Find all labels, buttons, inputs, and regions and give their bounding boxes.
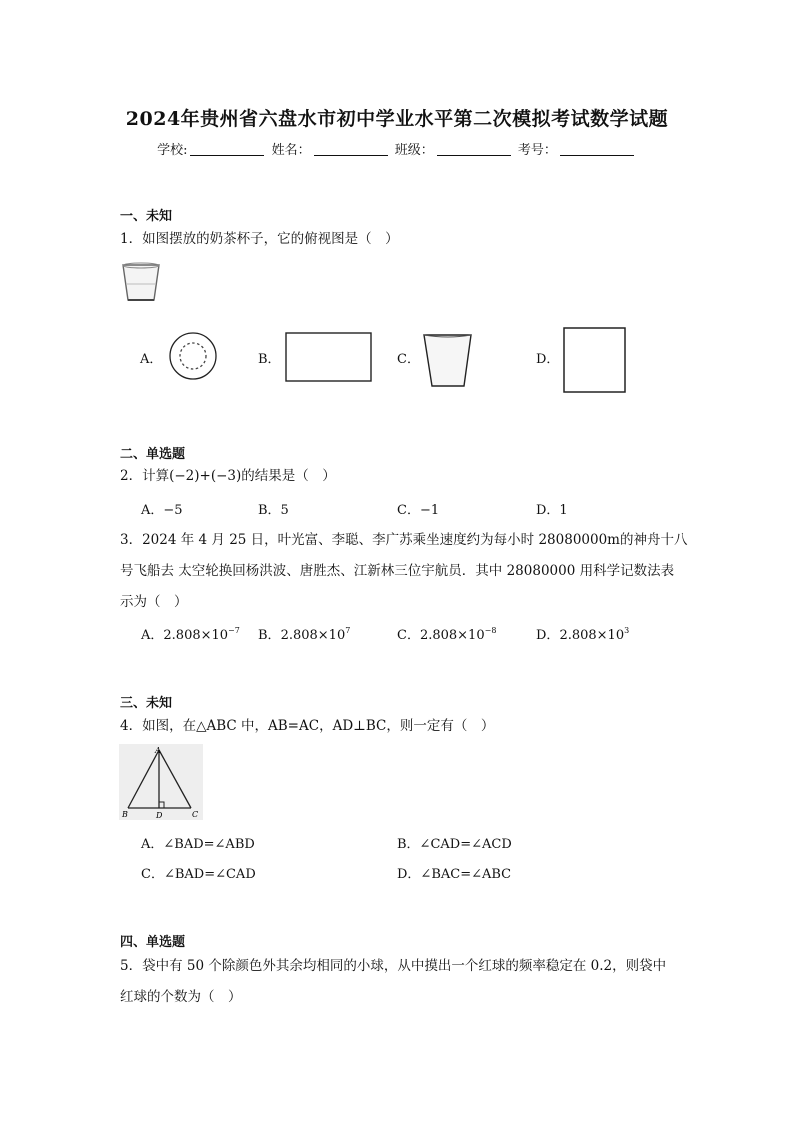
- question-2-stem: [120, 461, 680, 491]
- q4-option-b: B．∠CAD=∠ACD: [397, 837, 512, 852]
- q2-expression: (−2)+(−3): [169, 468, 242, 484]
- label-point-d: D: [156, 811, 163, 820]
- q4-option-d: D．∠BAC=∠ABC: [397, 867, 512, 882]
- student-info-line: [0, 139, 794, 158]
- section-heading: 四、单选题: [120, 935, 186, 950]
- question-5-line-1: 5．袋中有 50 个除颜色外其余均相同的小球，从中摸出一个红球的频率稳定在 0.2，则袋中: [120, 958, 667, 974]
- q3-option-c: [397, 624, 496, 643]
- label-vertex-c: C: [192, 810, 199, 819]
- page-title: 2024年贵州省六盘水市初中学业水平第二次模拟考试数学试题: [125, 108, 669, 130]
- q2-option-b: B．5: [258, 503, 289, 518]
- q3-option-b-base: 2.808×10: [280, 628, 346, 643]
- label-vertex-b: B: [122, 810, 128, 819]
- question-3-line-1: 3．2024 年 4 月 25 日，叶光富、李聪、李广苏乘坐速度约为每小时 28080000m的神舟十八: [120, 532, 688, 548]
- q2-option-c: C．−1: [397, 503, 440, 518]
- question-3-line-3: 示为（ ）: [120, 594, 188, 610]
- school-blank: [190, 142, 264, 156]
- name-label: 姓名：: [271, 143, 311, 158]
- q1-option-a-label: A．: [140, 352, 163, 367]
- section-heading: 三、未知: [120, 696, 173, 711]
- q1-option-b-label: B．: [258, 352, 281, 367]
- q2-option-d: D．1: [536, 503, 568, 518]
- q2-stem-suffix: 的结果是（ ）: [241, 468, 336, 484]
- q1-option-b-figure: [284, 330, 380, 382]
- q1-option-d-figure: [562, 326, 628, 394]
- triangle-abc-figure: [119, 744, 203, 820]
- q1-option-c-label: C．: [397, 352, 420, 367]
- q3-option-a: [141, 624, 240, 643]
- q3-option-b-label: B．: [258, 628, 281, 643]
- q3-option-d-label: D．: [536, 628, 560, 643]
- question-1-stem: 1．如图摆放的奶茶杯子，它的俯视图是（ ）: [120, 231, 399, 247]
- question-4-stem: 4．如图，在△ABC 中，AB=AC，AD⊥BC，则一定有（ ）: [120, 718, 495, 734]
- q3-option-c-exponent: −8: [484, 626, 497, 635]
- q2-option-a: A．−5: [141, 503, 183, 518]
- q1-option-d-label: D．: [536, 352, 560, 367]
- q3-option-c-label: C．: [397, 628, 420, 643]
- class-blank: [437, 142, 511, 156]
- q1-option-a-figure: [166, 331, 220, 381]
- class-label: 班级：: [394, 143, 434, 158]
- q3-option-a-base: 2.808×10: [163, 628, 229, 643]
- q3-option-b: [258, 624, 350, 643]
- name-blank: [314, 142, 388, 156]
- q3-option-d-base: 2.808×10: [559, 628, 625, 643]
- q3-option-c-base: 2.808×10: [419, 628, 485, 643]
- question-5-line-2: 红球的个数为（ ）: [120, 989, 242, 1005]
- exam-no-label: 考号：: [517, 143, 557, 158]
- q4-option-c: C．∠BAD=∠CAD: [141, 867, 256, 882]
- q4-option-a: A．∠BAD=∠ABD: [141, 837, 255, 852]
- q3-option-a-exponent: −7: [228, 626, 240, 635]
- q2-stem-prefix: 2．计算: [120, 468, 170, 484]
- q1-option-c-figure: [420, 332, 476, 390]
- milk-tea-cup-figure: [119, 262, 163, 304]
- q3-option-d: [536, 624, 629, 643]
- school-label: 学校:: [157, 143, 188, 158]
- q3-option-d-exponent: 3: [624, 626, 630, 635]
- exam-no-blank: [560, 142, 634, 156]
- section-heading: 二、单选题: [120, 447, 186, 462]
- question-3-line-2: 号飞船去 太空轮换回杨洪波、唐胜杰、江新林三位宇航员．其中 28080000 用科学记数法表: [120, 563, 675, 579]
- section-heading: 一、未知: [120, 209, 173, 224]
- label-vertex-a: A: [155, 746, 161, 755]
- q3-option-b-exponent: 7: [345, 626, 351, 635]
- q3-option-a-label: A．: [141, 628, 164, 643]
